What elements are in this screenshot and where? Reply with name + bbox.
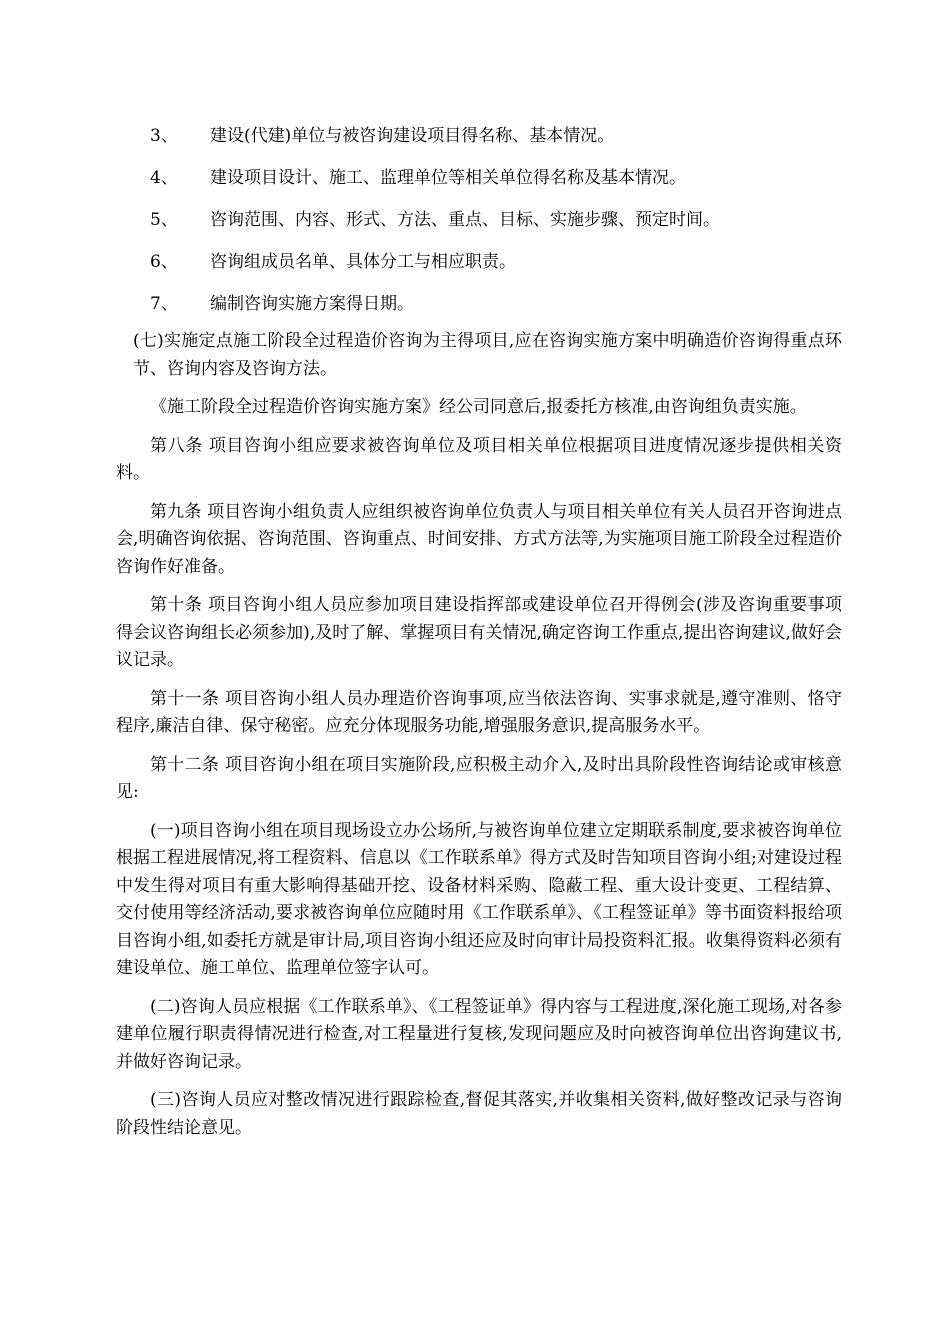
paragraph-item-2: (二)咨询人员应根据《工作联系单》、《工程签证单》得内容与工程进度,深化施工现场,对各参建单位履行职责得情况进行检查,对工程量进行复核,发现问题应及时向被咨询单位出咨询建议书,并做好咨询记录。 <box>116 996 842 1072</box>
list-item-text: 咨询范围、内容、形式、方法、重点、目标、实施步骤、预定时间。 <box>210 210 720 230</box>
paragraph-section-7: (七)实施定点施工阶段全过程造价咨询为主得项目,应在咨询实施方案中明确造价咨询得重点环节、咨询内容及咨询方法。 <box>133 331 842 379</box>
list-item-number: 3、 <box>150 126 178 146</box>
list-item <box>150 206 850 248</box>
list-item <box>150 248 850 290</box>
list-item-number: 4、 <box>150 168 178 188</box>
numbered-list <box>150 122 850 332</box>
paragraph-article-8: 第八条 项目咨询小组应要求被咨询单位及项目相关单位根据项目进度情况逐步提供相关资料。 <box>116 435 842 483</box>
list-item-text: 编制咨询实施方案得日期。 <box>210 294 414 314</box>
paragraph-article-11: 第十一条 项目咨询小组人员办理造价咨询事项,应当依法咨询、实事求就是,遵守准则、恪守程序,廉洁自律、保守秘密。应充分体现服务功能,增强服务意识,提高服务水平。 <box>116 688 842 736</box>
list-item-text: 建设项目设计、施工、监理单位等相关单位得名称及基本情况。 <box>210 168 686 188</box>
list-item <box>150 290 850 332</box>
document-body <box>116 328 842 1153</box>
list-item-text: 建设(代建)单位与被咨询建设项目得名称、基本情况。 <box>210 126 615 146</box>
list-item-text: 咨询组成员名单、具体分工与相应职责。 <box>210 252 516 272</box>
paragraph-item-1: (一)项目咨询小组在项目现场设立办公场所,与被咨询单位建立定期联系制度,要求被咨询单位根据工程进展情况,将工程资料、信息以《工作联系单》得方式及时告知项目咨询小组;对建设过程中发生得对项目有重大影响得基础开挖、设备材料采购、隐蔽工程、重大设计变更、工程结算、交付使用等经济活动,要求被咨询单位应随时用《工作联系单》、《工程签证单》等书面资料报给项目咨询小组,如委托方就是审计局,项目咨询小组还应及时向审计局投资料汇报。收集得资料必须有建设单位、施工单位、监理单位签字认可。 <box>116 820 842 978</box>
list-item <box>150 164 850 206</box>
paragraph-item-3: (三)咨询人员应对整改情况进行跟踪检查,督促其落实,并收集相关资料,做好整改记录与咨询阶段性结论意见。 <box>116 1090 842 1138</box>
list-item <box>150 122 850 164</box>
list-item-number: 6、 <box>150 252 178 272</box>
paragraph-plan-approval: 《施工阶段全过程造价咨询实施方案》经公司同意后,报委托方核准,由咨询组负责实施。 <box>150 397 807 417</box>
list-item-number: 7、 <box>150 294 178 314</box>
paragraph-article-12: 第十二条 项目咨询小组在项目实施阶段,应积极主动介入,及时出具阶段性咨询结论或审核意见: <box>116 754 842 802</box>
list-item-number: 5、 <box>150 210 178 230</box>
paragraph-article-10: 第十条 项目咨询小组人员应参加项目建设指挥部或建设单位召开得例会(涉及咨询重要事项得会议咨询组长必须参加),及时了解、掌握项目有关情况,确定咨询工作重点,提出咨询建议,做好会议记录。 <box>116 595 842 670</box>
paragraph-article-9: 第九条 项目咨询小组负责人应组织被咨询单位负责人与项目相关单位有关人员召开咨询进点会,明确咨询依据、咨询范围、咨询重点、时间安排、方式方法等,为实施项目施工阶段全过程造价咨询作好准备。 <box>116 501 842 577</box>
